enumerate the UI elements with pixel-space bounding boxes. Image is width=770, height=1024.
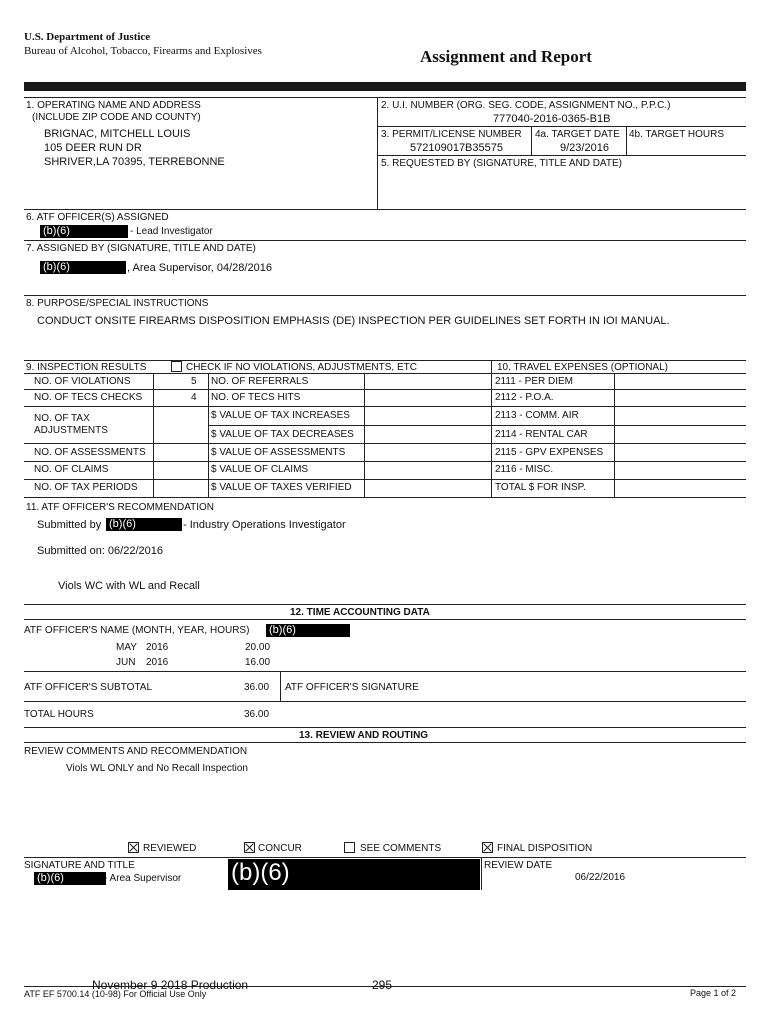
violations-value: 5 bbox=[191, 376, 197, 387]
redaction-block: (b)(6) bbox=[40, 261, 126, 274]
signature-title-label: SIGNATURE AND TITLE bbox=[24, 860, 135, 871]
comm-air-label: 2113 - COMM. AIR bbox=[495, 410, 579, 421]
ui-number-label: 2. U.I. NUMBER (ORG. SEG. CODE, ASSIGNMENT NO., P.P.C.) bbox=[381, 100, 671, 111]
divider bbox=[24, 97, 746, 98]
divider bbox=[24, 671, 746, 672]
operating-street: 105 DEER RUN DR bbox=[44, 142, 142, 154]
bates-number: 295 bbox=[372, 978, 393, 992]
final-disposition-checkbox[interactable] bbox=[482, 842, 493, 853]
value-claims-label: $ VALUE OF CLAIMS bbox=[211, 464, 309, 475]
redaction-block: (b)(6) bbox=[266, 624, 350, 637]
divider bbox=[24, 479, 746, 480]
officer-recommendation-label: 11. ATF OFFICER'S RECOMMENDATION bbox=[26, 502, 215, 513]
divider bbox=[481, 857, 482, 890]
header-bar bbox=[24, 82, 746, 91]
divider bbox=[24, 240, 746, 241]
tecs-checks-value: 4 bbox=[191, 392, 197, 403]
concur-checkbox[interactable] bbox=[244, 842, 255, 853]
tecs-checks-label: NO. OF TECS CHECKS bbox=[34, 392, 143, 403]
value-assessments-label: $ VALUE OF ASSESSMENTS bbox=[211, 447, 346, 458]
divider bbox=[377, 126, 746, 127]
assessments-label: NO. OF ASSESSMENTS bbox=[34, 447, 146, 458]
target-date: 9/23/2016 bbox=[560, 142, 609, 154]
divider bbox=[24, 701, 746, 702]
divider bbox=[153, 373, 154, 497]
officer-signature-label: ATF OFFICER'S SIGNATURE bbox=[285, 682, 419, 693]
divider bbox=[24, 857, 746, 858]
officers-assigned-label: 6. ATF OFFICER(S) ASSIGNED bbox=[26, 212, 169, 223]
production-stamp: November 9 2018 Production bbox=[92, 978, 249, 992]
officer-name-label: ATF OFFICER'S NAME (MONTH, YEAR, HOURS) bbox=[24, 625, 250, 636]
department-name: U.S. Department of Justice bbox=[24, 31, 151, 43]
poa-label: 2112 - P.O.A. bbox=[495, 392, 554, 403]
total-hours-value: 36.00 bbox=[244, 709, 270, 720]
concur-label: CONCUR bbox=[258, 843, 302, 854]
divider bbox=[614, 373, 615, 497]
purpose-text: CONDUCT ONSITE FIREARMS DISPOSITION EMPHASIS (DE) INSPECTION PER GUIDELINES SET FORTH IN IOI MANUAL. bbox=[37, 315, 670, 327]
gpv-expenses-label: 2115 - GPV EXPENSES bbox=[495, 447, 604, 458]
permit-number: 572109017B35575 bbox=[410, 142, 503, 154]
divider bbox=[208, 373, 209, 497]
recommendation-note: Viols WC with WL and Recall bbox=[58, 580, 200, 592]
operating-city: SHRIVER,LA 70395, TERREBONNE bbox=[44, 156, 225, 168]
redaction-block: (b)(6) bbox=[106, 518, 182, 531]
divider bbox=[24, 360, 746, 361]
review-date: 06/22/2016 bbox=[575, 872, 626, 883]
divider bbox=[377, 155, 746, 156]
signature-redaction: (b)(6) bbox=[228, 859, 480, 890]
section1-label-2: (INCLUDE ZIP CODE AND COUNTY) bbox=[32, 112, 201, 123]
rental-car-label: 2114 - RENTAL CAR bbox=[495, 429, 588, 440]
tax-periods-label: NO. OF TAX PERIODS bbox=[34, 482, 138, 493]
divider bbox=[531, 126, 532, 155]
divider bbox=[24, 727, 746, 728]
redaction-block: (b)(6) bbox=[40, 225, 128, 238]
form-title: Assignment and Report bbox=[420, 47, 592, 66]
travel-expenses-label: 10. TRAVEL EXPENSES (OPTIONAL) bbox=[497, 362, 668, 373]
divider bbox=[280, 671, 281, 701]
month-year: 2016 bbox=[146, 657, 169, 668]
review-comments: Viols WL ONLY and No Recall Inspection bbox=[66, 763, 248, 774]
page-number: Page 1 of 2 bbox=[690, 988, 737, 998]
final-disposition-label: FINAL DISPOSITION bbox=[497, 843, 593, 854]
month-year: 2016 bbox=[146, 642, 169, 653]
tax-increases-label: $ VALUE OF TAX INCREASES bbox=[211, 410, 350, 421]
total-hours-label: TOTAL HOURS bbox=[24, 709, 94, 720]
divider bbox=[24, 295, 746, 296]
month-name: MAY bbox=[116, 642, 137, 653]
purpose-label: 8. PURPOSE/SPECIAL INSTRUCTIONS bbox=[26, 298, 209, 309]
see-comments-checkbox[interactable] bbox=[344, 842, 355, 853]
divider bbox=[24, 497, 746, 498]
subtotal-value: 36.00 bbox=[244, 682, 270, 693]
submitted-by-prefix: Submitted by bbox=[37, 519, 102, 531]
divider bbox=[24, 461, 746, 462]
divider bbox=[377, 97, 378, 209]
per-diem-label: 2111 - PER DIEM bbox=[495, 376, 573, 387]
claims-label: NO. OF CLAIMS bbox=[34, 464, 109, 475]
divider bbox=[24, 742, 746, 743]
divider bbox=[208, 425, 746, 426]
see-comments-label: SEE COMMENTS bbox=[360, 843, 442, 854]
ui-number: 777040-2016-0365-B1B bbox=[493, 113, 611, 125]
tax-adjustments-label: NO. OF TAX ADJUSTMENTS bbox=[34, 413, 108, 436]
divider bbox=[24, 619, 746, 620]
form-id: ATF EF 5700.14 (10-98) For Official Use Only bbox=[24, 989, 207, 999]
taxes-verified-label: $ VALUE OF TAXES VERIFIED bbox=[211, 482, 352, 493]
target-date-label: 4a. TARGET DATE bbox=[535, 129, 620, 140]
bureau-name: Bureau of Alcohol, Tobacco, Firearms and Explosives bbox=[24, 45, 262, 57]
month-hours: 16.00 bbox=[245, 657, 271, 668]
operating-name: BRIGNAC, MITCHELL LOUIS bbox=[44, 128, 191, 140]
divider bbox=[24, 389, 746, 390]
divider bbox=[626, 126, 627, 155]
tecs-hits-label: NO. OF TECS HITS bbox=[211, 392, 301, 403]
time-accounting-title: 12. TIME ACCOUNTING DATA bbox=[290, 607, 430, 618]
redaction-block: (b)(6) bbox=[34, 872, 106, 885]
divider bbox=[24, 443, 746, 444]
referrals-label: NO. OF REFERRALS bbox=[211, 376, 309, 387]
subtotal-label: ATF OFFICER'S SUBTOTAL bbox=[24, 682, 153, 693]
divider bbox=[24, 604, 746, 605]
review-date-label: REVIEW DATE bbox=[484, 860, 553, 871]
divider bbox=[491, 360, 492, 497]
review-comments-label: REVIEW COMMENTS AND RECOMMENDATION bbox=[24, 746, 248, 757]
violations-label: NO. OF VIOLATIONS bbox=[34, 376, 131, 387]
divider bbox=[364, 373, 365, 497]
divider bbox=[24, 406, 746, 407]
assigned-by-label: 7. ASSIGNED BY (SIGNATURE, TITLE AND DATE) bbox=[26, 243, 256, 254]
reviewed-label: REVIEWED bbox=[143, 843, 197, 854]
assigned-by-text: , Area Supervisor, 04/28/2016 bbox=[127, 262, 272, 274]
month-name: JUN bbox=[116, 657, 136, 668]
total-insp-label: TOTAL $ FOR INSP. bbox=[495, 482, 586, 493]
tax-decreases-label: $ VALUE OF TAX DECREASES bbox=[211, 429, 354, 440]
signature-role: - Area Supervisor bbox=[104, 873, 182, 884]
reviewed-checkbox[interactable] bbox=[128, 842, 139, 853]
misc-label: 2116 - MISC. bbox=[495, 464, 554, 475]
requested-by-label: 5. REQUESTED BY (SIGNATURE, TITLE AND DATE) bbox=[381, 158, 622, 169]
target-hours-label: 4b. TARGET HOURS bbox=[629, 129, 725, 140]
month-hours: 20.00 bbox=[245, 642, 271, 653]
permit-number-label: 3. PERMIT/LICENSE NUMBER bbox=[381, 129, 522, 140]
inspection-results-label: 9. INSPECTION RESULTS bbox=[26, 362, 147, 373]
section1-label: 1. OPERATING NAME AND ADDRESS bbox=[26, 100, 201, 111]
lead-investigator-role: - Lead Investigator bbox=[130, 226, 213, 237]
no-violations-checkbox[interactable] bbox=[171, 361, 182, 372]
no-violations-check-label: CHECK IF NO VIOLATIONS, ADJUSTMENTS, ETC bbox=[186, 362, 417, 373]
divider bbox=[24, 209, 746, 210]
submitted-by-role: - Industry Operations Investigator bbox=[183, 519, 346, 531]
submitted-on: Submitted on: 06/22/2016 bbox=[37, 545, 163, 557]
review-routing-title: 13. REVIEW AND ROUTING bbox=[299, 730, 429, 741]
